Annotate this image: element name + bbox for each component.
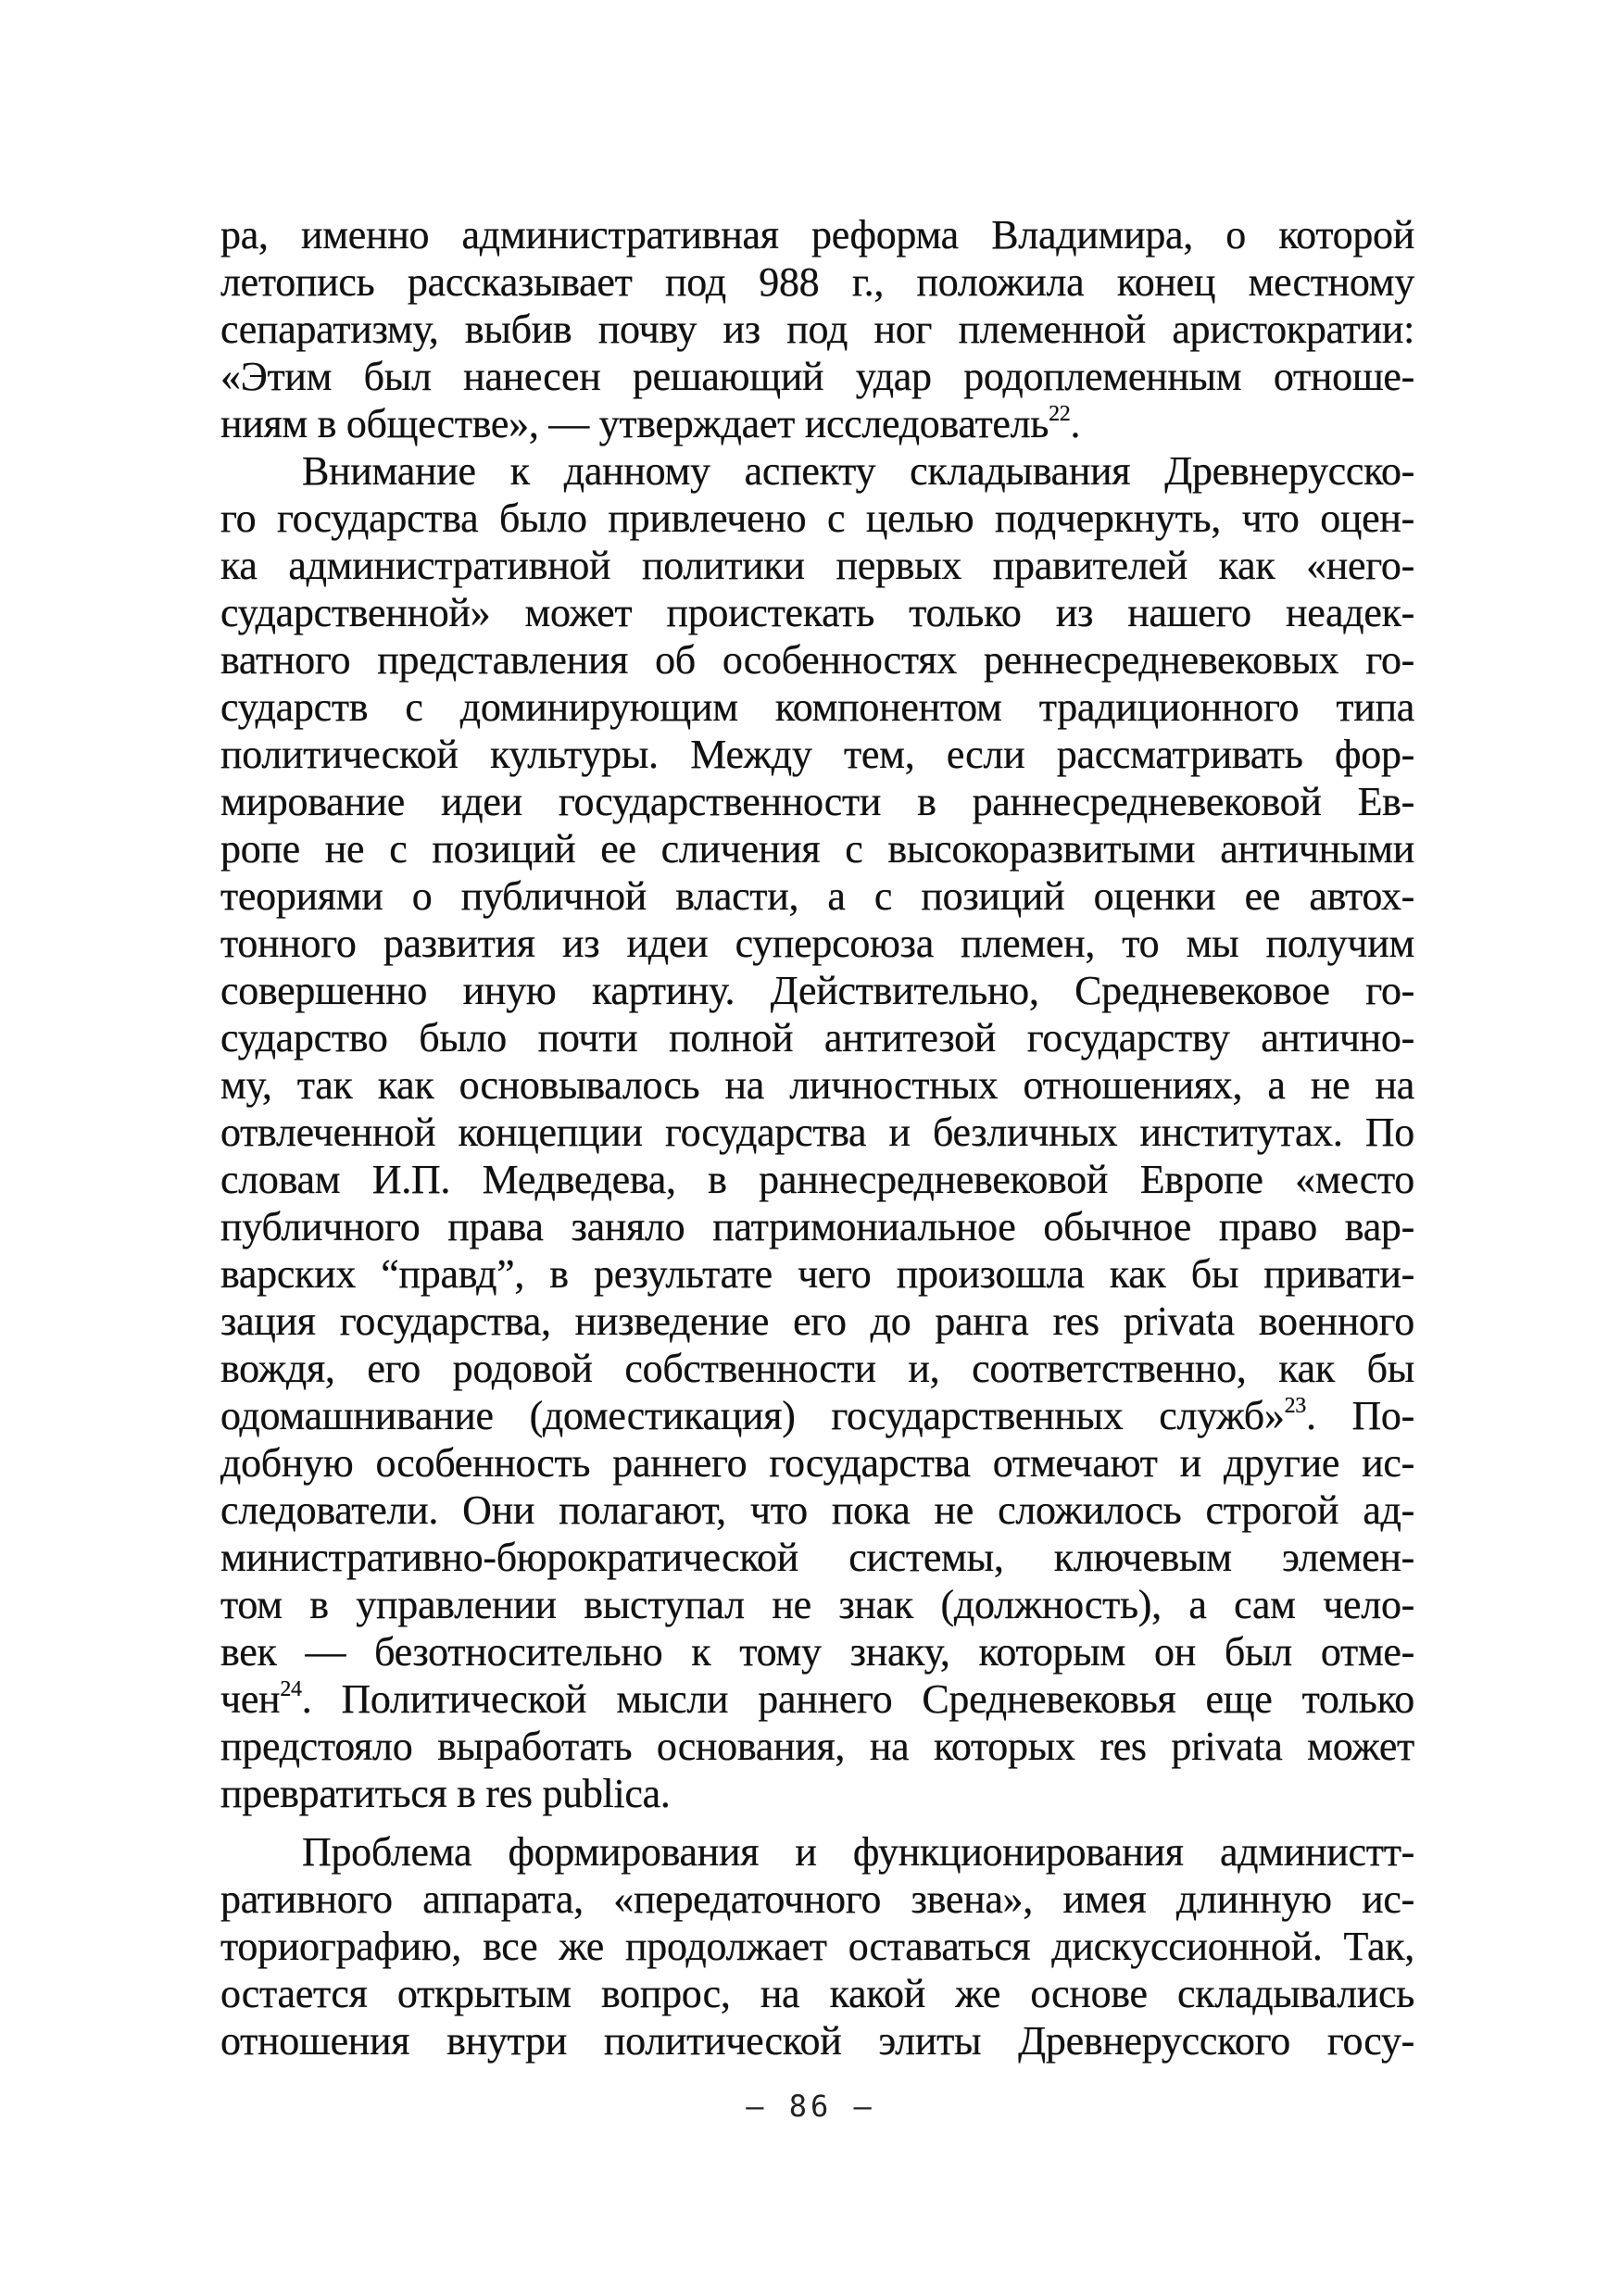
paragraph-3 xyxy=(220,1828,1414,2064)
page-number: — 86 — xyxy=(746,2089,875,2124)
text-line: сепаратизму, выбив почву из под ног племенной аристократии: xyxy=(220,307,1414,352)
text-line: публичного права заняло патримониальное обычное право вар- xyxy=(220,1204,1414,1249)
text-line: вождя, его родовой собственности и, соответственно, как бы xyxy=(220,1346,1414,1391)
text-fragment: одомашнивание (доместикация) государственных служб» xyxy=(220,1393,1285,1438)
text-fragment: . По- xyxy=(1305,1393,1414,1438)
body-text xyxy=(220,211,1414,2064)
text-line: отвлеченной концепции государства и безличных институтах. По xyxy=(220,1110,1414,1155)
text-line: отношения внутри политической элиты Древнерусского госу- xyxy=(220,2018,1414,2064)
text-line: ватного представления об особенностях реннесредневековых го- xyxy=(220,637,1414,683)
text-line: ративного аппарата, «передаточного звена», имея длинную ис- xyxy=(220,1876,1414,1922)
text-line: сударственной» может проистекать только из нашего неадек- xyxy=(220,590,1414,635)
text-line xyxy=(220,400,1414,447)
text-line: политической культуры. Между тем, если рассматривать фор- xyxy=(220,732,1414,777)
text-line: «Этим был нанесен решающий удар родоплеменным отноше- xyxy=(220,354,1414,399)
text-line: мирование идеи государственности в раннесредневековой Ев- xyxy=(220,779,1414,824)
text-line: ра, именно административная реформа Владимира, о которой xyxy=(220,212,1414,257)
text-line: го государства было привлечено с целью подчеркнуть, что оцен- xyxy=(220,496,1414,541)
text-line: Проблема формирования и функционирования администт- xyxy=(302,1829,1414,1875)
text-line xyxy=(220,1392,1414,1439)
text-fragment: чен xyxy=(220,1676,281,1722)
footnote-ref-22[interactable]: 22 xyxy=(1049,402,1071,426)
text-fragment: . Политической мысли раннего Средневековья еще только xyxy=(301,1676,1414,1722)
text-line: век — безотносительно к тому знаку, которым он был отме- xyxy=(220,1629,1414,1675)
text-fragment: . xyxy=(1070,401,1081,446)
paragraph-1 xyxy=(220,211,1414,447)
text-line: ропе не с позиций ее сличения с высокоразвитыми античными xyxy=(220,826,1414,872)
text-line: ториографию, все же продолжает оставаться дискуссионной. Так, xyxy=(220,1924,1414,1969)
text-line: теориями о публичной власти, а с позиций оценки ее автох- xyxy=(220,873,1414,919)
text-line: сударств с доминирующим компонентом традиционного типа xyxy=(220,684,1414,730)
text-line: Внимание к данному аспекту складывания Древнерусско- xyxy=(302,448,1414,494)
text-line: том в управлении выступал не знак (должность), а сам чело- xyxy=(220,1582,1414,1627)
text-line: му, так как основывалось на личностных отношениях, а не на xyxy=(220,1062,1414,1108)
text-line: тонного развития из идеи суперсоюза племен, то мы получим xyxy=(220,921,1414,966)
text-line: сударство было почти полной антитезой государству антично- xyxy=(220,1015,1414,1060)
footnote-ref-24[interactable]: 24 xyxy=(280,1677,302,1701)
text-line: добную особенность раннего государства отмечают и другие ис- xyxy=(220,1440,1414,1486)
text-fragment: ниям в обществе», — утверждает исследователь xyxy=(220,401,1049,446)
text-line: варских “правд”, в результате чего произошла как бы привати- xyxy=(220,1251,1414,1297)
text-line: словам И.П. Медведева, в раннесредневековой Европе «место xyxy=(220,1157,1414,1202)
text-line: ка административной политики первых правителей как «него- xyxy=(220,543,1414,588)
text-line: следователи. Они полагают, что пока не сложилось строгой ад- xyxy=(220,1487,1414,1533)
text-line: министративно-бюрократической системы, ключевым элемен- xyxy=(220,1535,1414,1580)
text-line: превратиться в res publica. xyxy=(220,1771,671,1816)
text-line: остается открытым вопрос, на какой же основе складывались xyxy=(220,1971,1414,2016)
paragraph-2 xyxy=(220,447,1414,1817)
text-line: зация государства, низведение его до ранга res privata военного xyxy=(220,1299,1414,1344)
text-line: совершенно иную картину. Действительно, Средневековое го- xyxy=(220,968,1414,1013)
footnote-ref-23[interactable]: 23 xyxy=(1284,1394,1306,1418)
text-line: летопись рассказывает под 988 г., положила конец местному xyxy=(220,259,1414,305)
text-line xyxy=(220,1675,1414,1723)
text-line: предстояло выработать основания, на которых res privata может xyxy=(220,1724,1414,1769)
